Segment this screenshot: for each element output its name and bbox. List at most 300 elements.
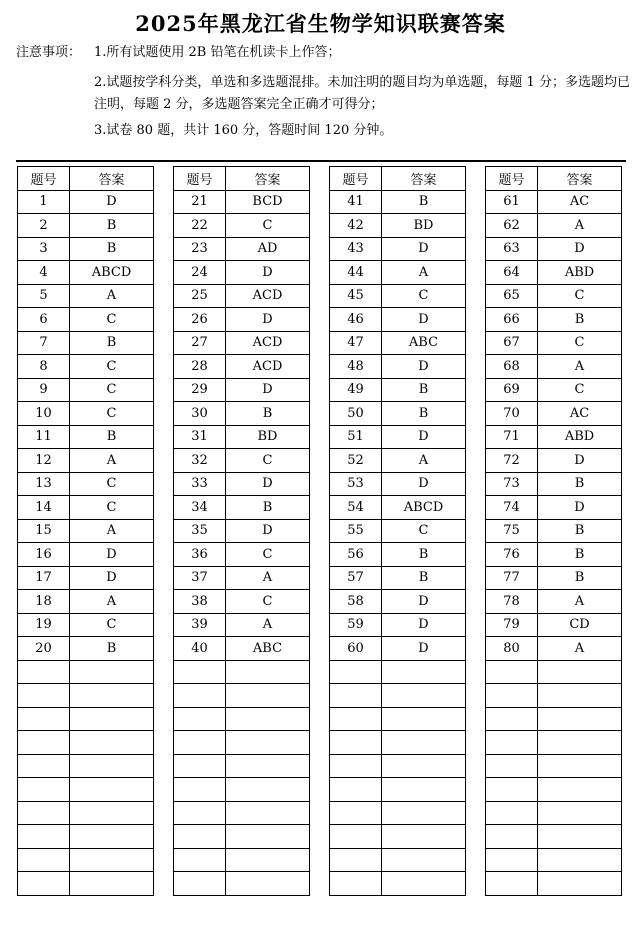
answer-row (486, 308, 622, 332)
question-number: 75 (486, 519, 538, 543)
table-header-row (330, 167, 466, 191)
answer-row (18, 261, 154, 285)
header-number: 题号 (174, 167, 226, 191)
answer-row (330, 331, 466, 355)
answer-cell: B (70, 237, 154, 261)
question-number: 8 (18, 355, 70, 379)
empty-row (18, 801, 154, 825)
empty-row (174, 707, 310, 731)
question-number: 56 (330, 543, 382, 567)
question-number: 24 (174, 261, 226, 285)
answer-row (18, 402, 154, 426)
empty-cell (18, 801, 70, 825)
answer-cell: A (70, 590, 154, 614)
answer-row (18, 496, 154, 520)
answer-cell: D (70, 543, 154, 567)
answer-cell: D (382, 637, 466, 661)
note-item-1: 1.所有试题使用 2B 铅笔在机读卡上作答； (94, 45, 341, 60)
question-number: 77 (486, 566, 538, 590)
question-number: 19 (18, 613, 70, 637)
question-number: 12 (18, 449, 70, 473)
question-number: 45 (330, 284, 382, 308)
answer-row (330, 543, 466, 567)
answer-row (330, 190, 466, 214)
question-number: 3 (18, 237, 70, 261)
empty-row (18, 754, 154, 778)
answer-cell: A (70, 519, 154, 543)
question-number: 11 (18, 425, 70, 449)
empty-cell (486, 778, 538, 802)
answer-row (174, 637, 310, 661)
question-number: 26 (174, 308, 226, 332)
question-number: 58 (330, 590, 382, 614)
empty-cell (226, 872, 310, 896)
question-number: 39 (174, 613, 226, 637)
answer-row (18, 543, 154, 567)
question-number: 50 (330, 402, 382, 426)
question-number: 22 (174, 214, 226, 238)
answer-cell: D (226, 472, 310, 496)
answer-cell: D (382, 425, 466, 449)
question-number: 76 (486, 543, 538, 567)
answer-row (486, 449, 622, 473)
answer-cell: BD (226, 425, 310, 449)
question-number: 71 (486, 425, 538, 449)
answer-cell: B (538, 566, 622, 590)
question-number: 51 (330, 425, 382, 449)
empty-cell (538, 660, 622, 684)
empty-cell (486, 707, 538, 731)
empty-cell (18, 754, 70, 778)
answer-row (330, 637, 466, 661)
empty-cell (174, 848, 226, 872)
answer-cell: A (538, 214, 622, 238)
answer-row (330, 425, 466, 449)
answer-cell: ABD (538, 261, 622, 285)
answer-row (18, 378, 154, 402)
empty-cell (174, 707, 226, 731)
empty-cell (382, 848, 466, 872)
note-item-3: 3.试卷 80 题，共计 160 分，答题时间 120 分钟。 (94, 123, 393, 138)
question-number: 48 (330, 355, 382, 379)
header-divider (16, 160, 626, 162)
empty-cell (538, 684, 622, 708)
question-number: 7 (18, 331, 70, 355)
answer-cell: D (382, 355, 466, 379)
answer-cell: C (70, 496, 154, 520)
answer-row (486, 214, 622, 238)
empty-cell (486, 731, 538, 755)
empty-cell (174, 872, 226, 896)
empty-cell (538, 778, 622, 802)
answer-cell: D (70, 190, 154, 214)
empty-row (174, 872, 310, 896)
empty-cell (330, 848, 382, 872)
answer-cell: ABCD (70, 261, 154, 285)
empty-cell (18, 684, 70, 708)
empty-row (174, 848, 310, 872)
answer-cell: D (226, 308, 310, 332)
question-number: 43 (330, 237, 382, 261)
answer-cell: B (538, 519, 622, 543)
question-number: 31 (174, 425, 226, 449)
answer-row (330, 355, 466, 379)
answer-row (18, 237, 154, 261)
answer-row (174, 449, 310, 473)
empty-row (174, 778, 310, 802)
answer-row (18, 214, 154, 238)
question-number: 62 (486, 214, 538, 238)
answer-row (330, 378, 466, 402)
empty-cell (70, 707, 154, 731)
empty-cell (330, 707, 382, 731)
answer-cell: BD (382, 214, 466, 238)
empty-cell (226, 660, 310, 684)
empty-row (330, 778, 466, 802)
empty-row (18, 825, 154, 849)
header-number: 题号 (486, 167, 538, 191)
answer-cell: C (538, 331, 622, 355)
answer-row (486, 402, 622, 426)
empty-row (330, 825, 466, 849)
answer-cell: D (226, 261, 310, 285)
answer-row (174, 308, 310, 332)
question-number: 17 (18, 566, 70, 590)
empty-cell (538, 754, 622, 778)
question-number: 27 (174, 331, 226, 355)
answer-table-1 (17, 166, 154, 896)
answer-cell: A (538, 590, 622, 614)
answer-cell: A (226, 566, 310, 590)
question-number: 47 (330, 331, 382, 355)
empty-cell (330, 731, 382, 755)
answer-row (18, 331, 154, 355)
empty-cell (174, 754, 226, 778)
question-number: 41 (330, 190, 382, 214)
empty-cell (18, 660, 70, 684)
header-number: 题号 (18, 167, 70, 191)
question-number: 23 (174, 237, 226, 261)
empty-row (174, 825, 310, 849)
empty-cell (70, 778, 154, 802)
empty-cell (382, 754, 466, 778)
answer-cell: A (70, 449, 154, 473)
question-number: 5 (18, 284, 70, 308)
answer-cell: C (538, 284, 622, 308)
question-number: 78 (486, 590, 538, 614)
question-number: 1 (18, 190, 70, 214)
answer-row (486, 425, 622, 449)
answer-cell: C (70, 613, 154, 637)
empty-row (18, 660, 154, 684)
answer-row (174, 519, 310, 543)
page-title: 2025年黑龙江省生物学知识联赛答案 (135, 11, 506, 36)
answer-row (330, 590, 466, 614)
answer-row (174, 331, 310, 355)
answer-row (18, 425, 154, 449)
answer-row (486, 237, 622, 261)
answer-cell: CD (538, 613, 622, 637)
question-number: 67 (486, 331, 538, 355)
answer-cell: ABCD (382, 496, 466, 520)
answer-cell: BCD (226, 190, 310, 214)
answer-row (486, 496, 622, 520)
question-number: 36 (174, 543, 226, 567)
answer-cell: D (382, 472, 466, 496)
empty-cell (226, 707, 310, 731)
question-number: 69 (486, 378, 538, 402)
answer-row (174, 190, 310, 214)
empty-row (486, 684, 622, 708)
empty-cell (538, 872, 622, 896)
answer-cell: A (382, 449, 466, 473)
empty-row (330, 848, 466, 872)
question-number: 35 (174, 519, 226, 543)
empty-cell (486, 825, 538, 849)
empty-cell (70, 872, 154, 896)
answer-cell: A (226, 613, 310, 637)
empty-cell (174, 825, 226, 849)
answer-cell: D (226, 519, 310, 543)
empty-cell (174, 660, 226, 684)
answer-row (18, 613, 154, 637)
answer-row (18, 190, 154, 214)
answer-row (486, 543, 622, 567)
question-number: 59 (330, 613, 382, 637)
answer-row (18, 590, 154, 614)
empty-cell (486, 660, 538, 684)
empty-row (18, 848, 154, 872)
empty-row (174, 754, 310, 778)
answer-cell: D (382, 613, 466, 637)
answer-row (330, 613, 466, 637)
empty-cell (174, 684, 226, 708)
question-number: 10 (18, 402, 70, 426)
empty-cell (486, 684, 538, 708)
empty-row (330, 801, 466, 825)
question-number: 65 (486, 284, 538, 308)
empty-cell (70, 660, 154, 684)
empty-cell (174, 731, 226, 755)
empty-cell (226, 825, 310, 849)
answer-cell: D (382, 237, 466, 261)
empty-cell (382, 872, 466, 896)
answer-cell: D (538, 449, 622, 473)
empty-cell (382, 731, 466, 755)
question-number: 44 (330, 261, 382, 285)
answer-row (330, 402, 466, 426)
answer-table-2 (173, 166, 310, 896)
question-number: 15 (18, 519, 70, 543)
answer-cell: B (226, 402, 310, 426)
header-number: 题号 (330, 167, 382, 191)
empty-cell (70, 801, 154, 825)
answer-cell: C (70, 355, 154, 379)
answer-cell: B (538, 308, 622, 332)
empty-cell (70, 848, 154, 872)
header-answer: 答案 (70, 167, 154, 191)
answer-row (486, 519, 622, 543)
empty-cell (382, 825, 466, 849)
empty-row (18, 731, 154, 755)
question-number: 73 (486, 472, 538, 496)
answer-row (486, 261, 622, 285)
question-number: 74 (486, 496, 538, 520)
question-number: 4 (18, 261, 70, 285)
answer-cell: B (538, 472, 622, 496)
empty-cell (70, 731, 154, 755)
empty-cell (70, 825, 154, 849)
empty-row (330, 684, 466, 708)
question-number: 37 (174, 566, 226, 590)
empty-cell (70, 684, 154, 708)
question-number: 52 (330, 449, 382, 473)
answer-table-4 (485, 166, 622, 896)
empty-cell (18, 848, 70, 872)
answer-row (18, 449, 154, 473)
question-number: 55 (330, 519, 382, 543)
empty-cell (70, 754, 154, 778)
empty-row (486, 754, 622, 778)
answer-cell: C (382, 519, 466, 543)
answer-row (18, 355, 154, 379)
empty-row (486, 707, 622, 731)
answer-cell: AD (226, 237, 310, 261)
empty-cell (330, 778, 382, 802)
answer-cell: ACD (226, 331, 310, 355)
question-number: 32 (174, 449, 226, 473)
empty-row (330, 754, 466, 778)
empty-cell (174, 778, 226, 802)
empty-cell (382, 801, 466, 825)
answer-row (330, 308, 466, 332)
question-number: 14 (18, 496, 70, 520)
answer-cell: B (382, 543, 466, 567)
empty-row (174, 731, 310, 755)
answer-row (174, 237, 310, 261)
answer-row (174, 472, 310, 496)
answer-row (330, 237, 466, 261)
answer-row (486, 331, 622, 355)
answer-row (174, 425, 310, 449)
answer-cell: C (226, 543, 310, 567)
empty-row (330, 731, 466, 755)
answer-cell: B (538, 543, 622, 567)
answer-row (486, 566, 622, 590)
empty-row (486, 778, 622, 802)
empty-row (18, 707, 154, 731)
answer-row (486, 190, 622, 214)
empty-cell (330, 872, 382, 896)
question-number: 70 (486, 402, 538, 426)
answer-row (18, 284, 154, 308)
answer-row (18, 637, 154, 661)
answer-table-3 (329, 166, 466, 896)
question-number: 53 (330, 472, 382, 496)
answer-cell: B (70, 214, 154, 238)
empty-cell (486, 801, 538, 825)
question-number: 57 (330, 566, 382, 590)
empty-cell (382, 778, 466, 802)
empty-row (18, 872, 154, 896)
table-header-row (486, 167, 622, 191)
empty-row (486, 660, 622, 684)
answer-cell: ABD (538, 425, 622, 449)
answer-cell: C (70, 308, 154, 332)
empty-cell (330, 684, 382, 708)
answer-row (330, 449, 466, 473)
answer-cell: C (382, 284, 466, 308)
question-number: 2 (18, 214, 70, 238)
question-number: 9 (18, 378, 70, 402)
answer-cell: B (382, 190, 466, 214)
empty-row (174, 660, 310, 684)
answer-cell: D (226, 378, 310, 402)
answer-row (330, 261, 466, 285)
answer-cell: A (382, 261, 466, 285)
answer-cell: D (538, 237, 622, 261)
question-number: 21 (174, 190, 226, 214)
answer-row (486, 284, 622, 308)
answer-row (330, 496, 466, 520)
answer-row (486, 378, 622, 402)
answer-cell: C (226, 214, 310, 238)
question-number: 60 (330, 637, 382, 661)
answer-row (330, 566, 466, 590)
answer-cell: AC (538, 402, 622, 426)
empty-cell (538, 825, 622, 849)
answer-row (330, 284, 466, 308)
empty-cell (18, 778, 70, 802)
empty-cell (486, 754, 538, 778)
question-number: 79 (486, 613, 538, 637)
answer-row (174, 613, 310, 637)
question-number: 40 (174, 637, 226, 661)
question-number: 28 (174, 355, 226, 379)
answer-row (486, 613, 622, 637)
empty-cell (330, 825, 382, 849)
answer-cell: B (70, 425, 154, 449)
answer-cell: C (538, 378, 622, 402)
empty-cell (226, 684, 310, 708)
empty-cell (330, 801, 382, 825)
table-header-row (18, 167, 154, 191)
empty-row (330, 872, 466, 896)
answer-cell: A (70, 284, 154, 308)
table-header-row (174, 167, 310, 191)
answer-cell: C (70, 378, 154, 402)
note-item-2: 2.试题按学科分类，单选和多选题混排。未加注明的题目均为单选题，每题 1 分；多选题均已注明，每题 2 分，多选题答案完全正确才可得分； (94, 75, 630, 112)
empty-cell (226, 778, 310, 802)
answer-row (174, 590, 310, 614)
question-number: 64 (486, 261, 538, 285)
empty-cell (382, 684, 466, 708)
empty-row (486, 801, 622, 825)
answer-row (174, 261, 310, 285)
answer-row (174, 214, 310, 238)
question-number: 38 (174, 590, 226, 614)
empty-cell (226, 848, 310, 872)
header-answer: 答案 (538, 167, 622, 191)
answer-row (330, 214, 466, 238)
empty-row (330, 707, 466, 731)
answer-cell: D (382, 590, 466, 614)
empty-cell (18, 707, 70, 731)
answer-cell: B (70, 637, 154, 661)
answer-row (486, 637, 622, 661)
question-number: 80 (486, 637, 538, 661)
answer-cell: ACD (226, 355, 310, 379)
